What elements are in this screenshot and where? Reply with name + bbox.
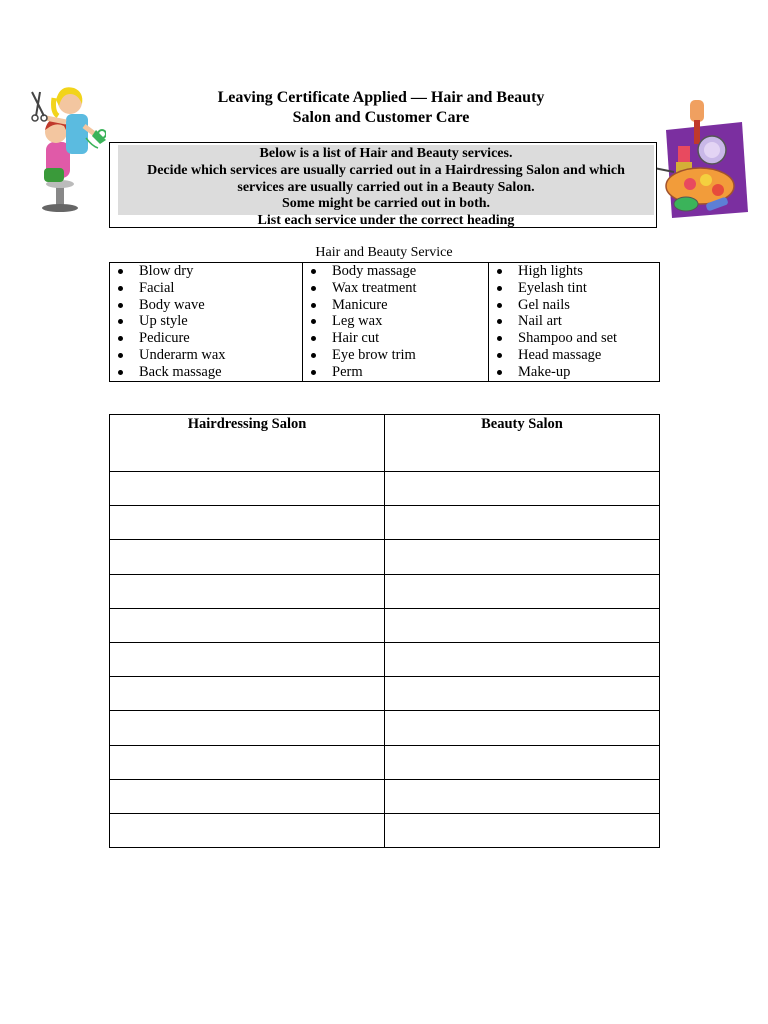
service-item: Manicure: [303, 297, 488, 314]
instructions-box: [109, 142, 657, 228]
bullet-icon: [311, 286, 316, 291]
service-item: Pedicure: [110, 330, 302, 347]
answer-rows: [110, 472, 660, 848]
bullet-icon: [311, 269, 316, 274]
service-item: Eye brow trim: [303, 347, 488, 364]
bullet-icon: [497, 353, 502, 358]
beauty-salon-cell[interactable]: [385, 574, 660, 608]
bullet-icon: [311, 370, 316, 375]
bullet-icon: [497, 370, 502, 375]
bullet-icon: [118, 319, 123, 324]
bullet-icon: [118, 336, 123, 341]
service-item: Hair cut: [303, 330, 488, 347]
answer-row: [110, 779, 660, 813]
beauty-salon-cell[interactable]: [385, 506, 660, 540]
beauty-salon-header: Beauty Salon: [385, 415, 660, 472]
beauty-salon-cell[interactable]: [385, 608, 660, 642]
bullet-icon: [497, 319, 502, 324]
beauty-salon-cell[interactable]: [385, 745, 660, 779]
service-item: Body wave: [110, 297, 302, 314]
service-item: Up style: [110, 313, 302, 330]
service-item: Wax treatment: [303, 280, 488, 297]
answer-row: [110, 677, 660, 711]
hairdresser-clipart-icon: [26, 82, 106, 214]
title-line-1: Leaving Certificate Applied — Hair and Beauty: [217, 89, 545, 106]
service-item: Head massage: [489, 347, 659, 364]
bullet-icon: [497, 286, 502, 291]
answer-row: [110, 540, 660, 574]
beauty-salon-cell[interactable]: [385, 779, 660, 813]
service-item: Nail art: [489, 313, 659, 330]
hairdressing-salon-cell[interactable]: [110, 711, 385, 745]
bullet-icon: [497, 269, 502, 274]
service-item: Eyelash tint: [489, 280, 659, 297]
beauty-salon-cell[interactable]: [385, 472, 660, 506]
services-table: [109, 262, 660, 382]
answer-row: [110, 711, 660, 745]
answer-row: [110, 642, 660, 676]
hairdressing-salon-cell[interactable]: [110, 574, 385, 608]
answer-row: [110, 745, 660, 779]
answer-table: [109, 414, 660, 848]
instruction-line: Some might be carried out in both.: [281, 196, 491, 212]
instruction-line: services are usually carried out in a Beauty Salon.: [237, 179, 535, 195]
answer-row: [110, 608, 660, 642]
bullet-icon: [118, 353, 123, 358]
hairdressing-salon-cell[interactable]: [110, 540, 385, 574]
service-item: Make-up: [489, 364, 659, 381]
hairdressing-salon-cell[interactable]: [110, 642, 385, 676]
service-item: Perm: [303, 364, 488, 381]
instruction-line: Below is a list of Hair and Beauty services.: [259, 146, 513, 161]
answer-row: [110, 574, 660, 608]
services-column-1: [110, 263, 303, 382]
page-title: [150, 88, 612, 128]
beauty-salon-cell[interactable]: [385, 540, 660, 574]
instructions-text: [118, 145, 654, 229]
service-item: Back massage: [110, 364, 302, 381]
answer-row: [110, 472, 660, 506]
bullet-icon: [118, 286, 123, 291]
bullet-icon: [311, 319, 316, 324]
services-column-2: [303, 263, 489, 382]
beauty-salon-cell[interactable]: [385, 642, 660, 676]
title-line-2: Salon and Customer Care: [292, 109, 470, 126]
bullet-icon: [497, 336, 502, 341]
hairdressing-salon-cell[interactable]: [110, 472, 385, 506]
service-item: Gel nails: [489, 297, 659, 314]
instruction-line: List each service under the correct heading: [257, 213, 515, 229]
service-item: Shampoo and set: [489, 330, 659, 347]
service-item: Leg wax: [303, 313, 488, 330]
bullet-icon: [311, 336, 316, 341]
hairdressing-salon-cell[interactable]: [110, 608, 385, 642]
hairdressing-salon-header: Hairdressing Salon: [110, 415, 385, 472]
beauty-salon-cell[interactable]: [385, 813, 660, 847]
hairdressing-salon-cell[interactable]: [110, 813, 385, 847]
hairdressing-salon-cell[interactable]: [110, 745, 385, 779]
service-item: High lights: [489, 263, 659, 280]
instruction-line: Decide which services are usually carried out in a Hairdressing Salon and which: [147, 162, 625, 178]
answer-row: [110, 813, 660, 847]
hairdressing-salon-cell[interactable]: [110, 779, 385, 813]
bullet-icon: [497, 303, 502, 308]
service-item: Body massage: [303, 263, 488, 280]
bullet-icon: [118, 269, 123, 274]
service-item: Facial: [110, 280, 302, 297]
services-heading: Hair and Beauty Service: [315, 245, 453, 260]
beauty-salon-cell[interactable]: [385, 677, 660, 711]
makeup-clipart-icon: [654, 100, 750, 224]
bullet-icon: [118, 303, 123, 308]
bullet-icon: [118, 370, 123, 375]
bullet-icon: [311, 353, 316, 358]
service-item: Blow dry: [110, 263, 302, 280]
hairdressing-salon-cell[interactable]: [110, 677, 385, 711]
answer-row: [110, 506, 660, 540]
bullet-icon: [311, 303, 316, 308]
beauty-salon-cell[interactable]: [385, 711, 660, 745]
services-column-3: [489, 263, 660, 382]
service-item: Underarm wax: [110, 347, 302, 364]
hairdressing-salon-cell[interactable]: [110, 506, 385, 540]
